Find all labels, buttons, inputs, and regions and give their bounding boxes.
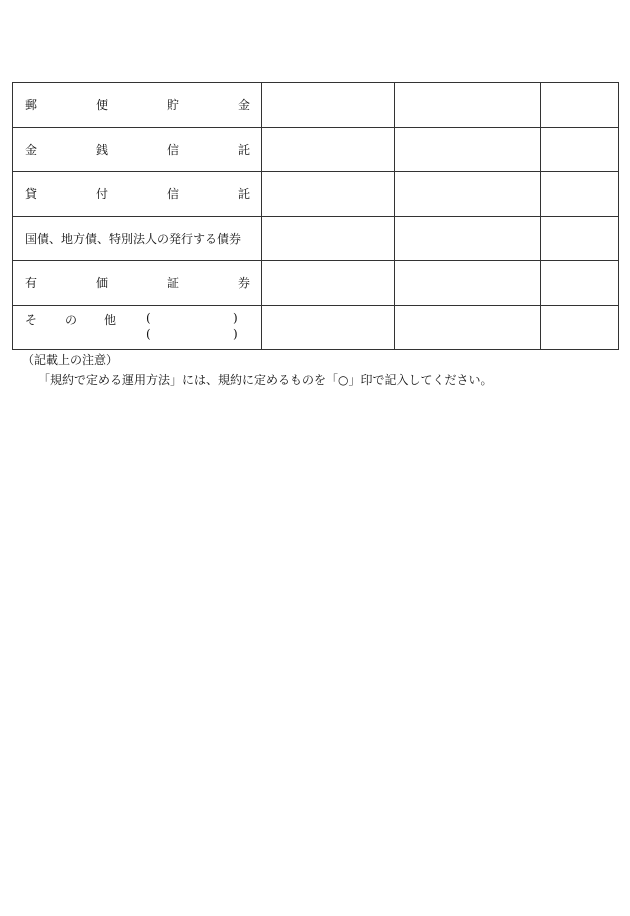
label-char: 金 — [25, 142, 38, 157]
paren-close: ) — [233, 326, 238, 341]
paren-open: ( — [146, 310, 151, 325]
table-cell — [395, 172, 541, 217]
label-char: 郵 — [25, 98, 38, 113]
table-cell — [262, 172, 395, 217]
table-cell — [262, 127, 395, 172]
paren-open: ( — [146, 326, 151, 341]
label-char: 貸 — [25, 187, 38, 202]
table-row — [13, 216, 619, 261]
table-cell — [541, 83, 619, 128]
table-cell — [541, 305, 619, 350]
label-char: 託 — [237, 187, 250, 202]
label-char: 証 — [166, 276, 179, 291]
table-cell — [541, 261, 619, 306]
row-label — [13, 127, 262, 172]
table-cell — [395, 83, 541, 128]
label-char: 券 — [237, 276, 250, 291]
label-char: 付 — [95, 187, 108, 202]
notes-heading: （記載上の注意） — [22, 353, 119, 367]
label-char: 信 — [166, 142, 179, 157]
table-cell — [262, 261, 395, 306]
label-char: 他 — [104, 312, 117, 327]
label-char: 銭 — [95, 142, 108, 157]
label-char: そ — [25, 312, 38, 327]
row-label — [13, 83, 262, 128]
row-label — [13, 261, 262, 306]
table-cell — [262, 83, 395, 128]
table-cell — [541, 172, 619, 217]
table-cell — [395, 261, 541, 306]
table-row — [13, 127, 619, 172]
investment-method-table — [12, 82, 619, 350]
row-label — [13, 172, 262, 217]
row-label — [13, 216, 262, 261]
notes-body: 「規約で定める運用方法」には、規約に定めるものを「○」印で記入してください。 — [38, 373, 493, 387]
table-cell — [262, 305, 395, 350]
label-char: 価 — [95, 276, 108, 291]
label-char: 信 — [166, 187, 179, 202]
label-char: の — [65, 312, 78, 327]
table-row — [13, 172, 619, 217]
table-cell — [262, 216, 395, 261]
label-char: 託 — [237, 142, 250, 157]
label-text: 国債、地方債、特別法人の発行する債券 — [25, 231, 242, 246]
label-char: 金 — [237, 98, 250, 113]
label-char: 有 — [25, 276, 38, 291]
table-cell — [541, 127, 619, 172]
label-char: 貯 — [166, 98, 179, 113]
table-cell — [395, 216, 541, 261]
table-row — [13, 261, 619, 306]
table-cell — [395, 127, 541, 172]
row-label — [13, 305, 262, 350]
paren-close: ) — [233, 310, 238, 325]
label-char: 便 — [95, 98, 108, 113]
table-row — [13, 83, 619, 128]
table-cell — [395, 305, 541, 350]
table-row — [13, 305, 619, 350]
table-cell — [541, 216, 619, 261]
